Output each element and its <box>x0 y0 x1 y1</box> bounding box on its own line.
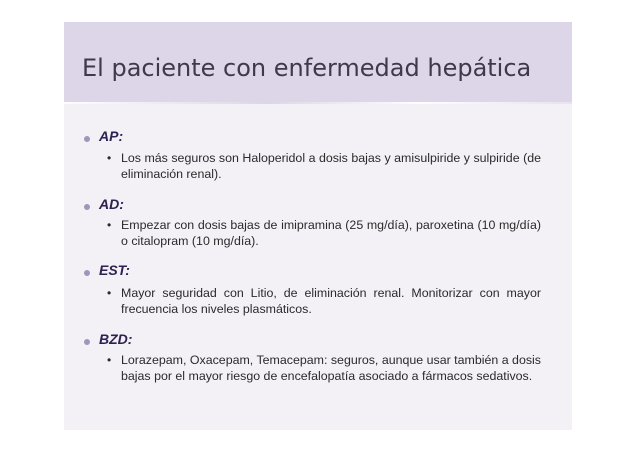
sub-bullet-est <box>107 285 541 317</box>
sub-bullet-icon: • <box>107 353 112 367</box>
bullet-heading: AP: <box>99 128 124 144</box>
bullet-icon <box>84 204 90 210</box>
sub-bullet-icon: • <box>107 286 112 300</box>
sub-bullet-ap <box>107 150 541 182</box>
sub-bullet-text: Lorazepam, Oxacepam, Temacepam: seguros, aunque usar también a dosis bajas por el mayor riesgo de encefalopatía asociado a fármacos sedativos. <box>121 353 541 383</box>
title-divider <box>64 102 572 104</box>
bullet-heading: BZD: <box>99 331 133 347</box>
sub-bullet-text: Los más seguros son Haloperidol a dosis bajas y amisulpiride y sulpiride (de eliminación renal). <box>121 151 541 181</box>
slide-title: El paciente con enfermedad hepática <box>82 54 532 82</box>
bullet-icon <box>84 136 90 142</box>
sub-bullet-text: Mayor seguridad con Litio, de eliminación renal. Monitorizar con mayor frecuencia los niveles plasmáticos. <box>121 286 541 316</box>
sub-bullet-ad <box>107 217 541 249</box>
bullet-icon <box>84 270 90 276</box>
bullet-heading: EST: <box>99 262 130 278</box>
sub-bullet-icon: • <box>107 151 112 165</box>
sub-bullet-text: Empezar con dosis bajas de imipramina (25 mg/día), paroxetina (10 mg/día) o citalopram (10 mg/día). <box>121 218 541 248</box>
sub-bullet-icon: • <box>107 218 112 232</box>
bullet-heading: AD: <box>99 196 124 212</box>
bullet-icon <box>84 339 90 345</box>
sub-bullet-bzd <box>107 352 541 384</box>
